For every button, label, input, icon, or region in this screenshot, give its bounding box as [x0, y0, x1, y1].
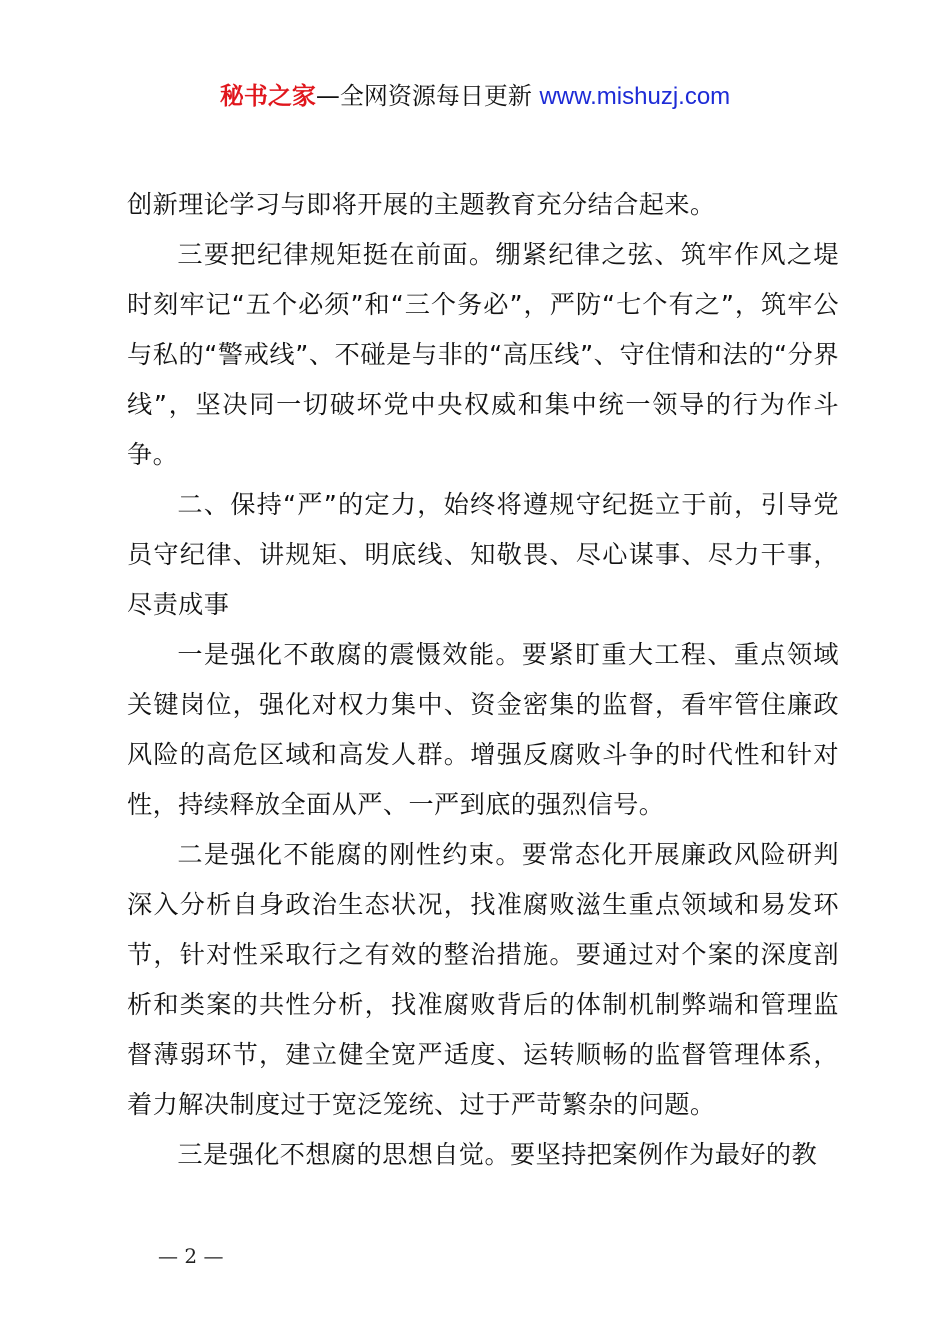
paragraph: 三要把纪律规矩挺在前面。绷紧纪律之弦、筑牢作风之堤时刻牢记“五个必须”和“三个务必”，严防“七个有之”，筑牢公与私的“警戒线”、不碰是与非的“高压线”、守住情和法的“分界线”，坚决同一切破坏党中央权威和集中统一领导的行为作斗争。: [127, 240, 839, 469]
site-header: [0, 78, 950, 115]
page-number: — 2 —: [158, 1244, 224, 1268]
paragraph: 二是强化不能腐的刚性约束。要常态化开展廉政风险研判深入分析自身政治生态状况，找准腐败滋生重点领域和易发环节，针对性采取行之有效的整治措施。要通过对个案的深度剖析和类案的共性分析，找准腐败背后的体制机制弊端和管理监督薄弱环节，建立健全宽严适度、运转顺畅的监督管理体系，着力解决制度过于宽泛笼统、过于严苛繁杂的问题。: [127, 840, 839, 1119]
site-url-link[interactable]: www.mishuzj.com: [539, 83, 731, 110]
paragraph: 三是强化不想腐的思想自觉。要坚持把案例作为最好的教: [177, 1140, 818, 1169]
brand-name: 秘书之家: [219, 82, 316, 110]
paragraph: 一是强化不敢腐的震慑效能。要紧盯重大工程、重点领域关键岗位，强化对权力集中、资金密集的监督，看牢管住廉政风险的高危区域和高发人群。增强反腐败斗争的时代性和针对性，持续释放全面从严、一严到底的强烈信号。: [127, 640, 839, 819]
header-tagline: —全网资源每日更新: [315, 82, 540, 110]
paragraph: 创新理论学习与即将开展的主题教育充分结合起来。: [127, 190, 716, 219]
document-body: [127, 180, 839, 1180]
paragraph: 二、保持“严”的定力，始终将遵规守纪挺立于前，引导党员守纪律、讲规矩、明底线、知敬畏、尽心谋事、尽力干事，尽责成事: [127, 490, 839, 619]
